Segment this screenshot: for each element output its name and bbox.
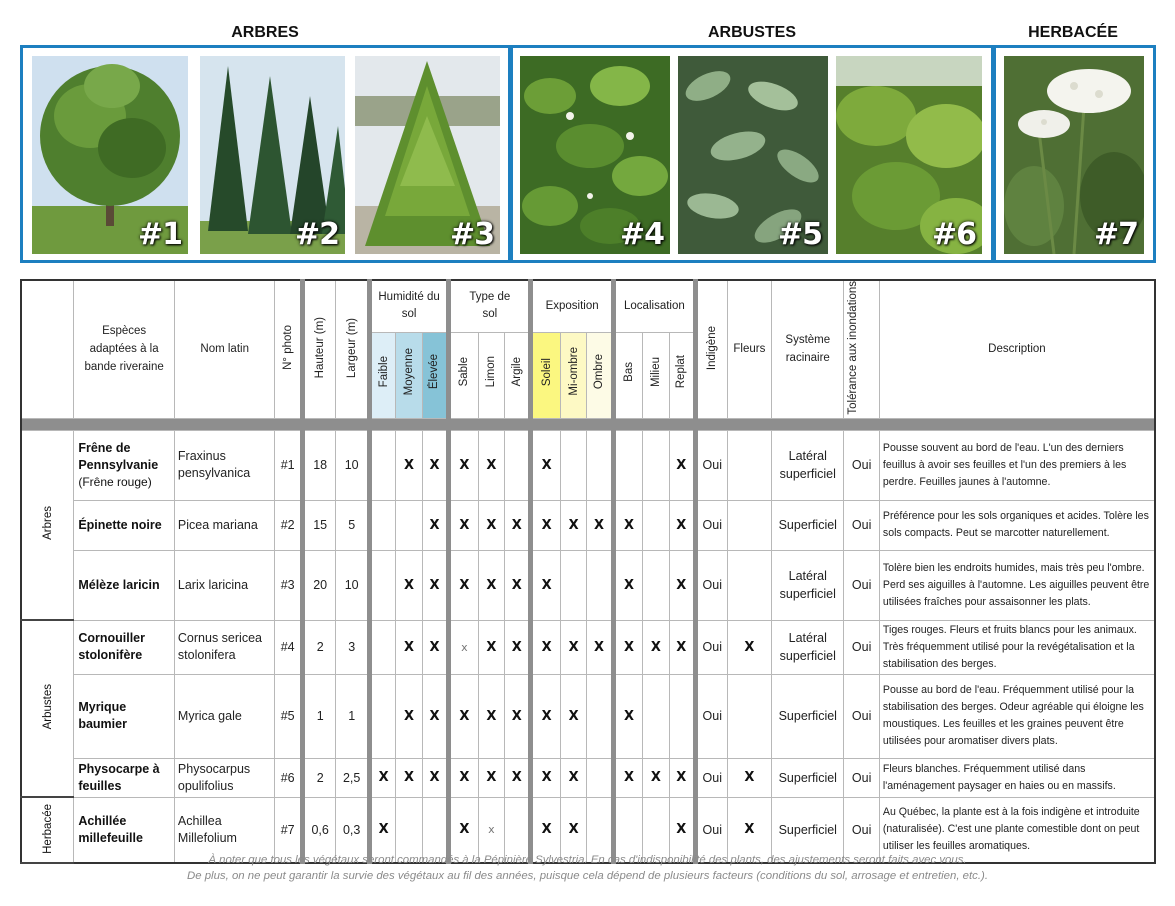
cell-mi-ombre: [560, 550, 586, 620]
table-row: [21, 674, 1155, 758]
species-table: [20, 279, 1156, 864]
fleurs-value: X: [727, 758, 772, 797]
species-common-name: Physocarpe à feuilles: [78, 761, 160, 793]
table-row: [21, 758, 1155, 797]
largeur-value: 10: [336, 430, 370, 500]
photo-number: #4: [619, 217, 664, 252]
photo-1-frene: [32, 56, 188, 254]
header-category: [21, 280, 74, 418]
cell-sable: X: [449, 550, 478, 620]
species-common-name: Frêne de Pennsylvanie: [78, 440, 159, 472]
group-label: Arbres: [21, 430, 74, 620]
hauteur-value: 2: [302, 758, 336, 797]
cell-bas: [613, 430, 642, 500]
cell-mi-ombre: X: [560, 797, 586, 863]
cell-replat: X: [669, 430, 695, 500]
hauteur-value: 0,6: [302, 797, 336, 863]
species-name: [74, 430, 175, 500]
header-systeme: Système racinaire: [772, 280, 844, 418]
cell-milieu: X: [643, 758, 669, 797]
hauteur-value: 15: [302, 500, 336, 550]
cell-sable: X: [449, 500, 478, 550]
species-common-name: Épinette noire: [78, 517, 162, 532]
cell-limon: X: [478, 758, 504, 797]
cell-replat: X: [669, 550, 695, 620]
cell-argile: X: [505, 758, 531, 797]
fleurs-value: [727, 430, 772, 500]
systeme-value: Latéral superficiel: [772, 620, 844, 674]
cell-elevee: X: [422, 430, 448, 500]
systeme-value: Latéral superficiel: [772, 430, 844, 500]
cell-faible: [369, 430, 395, 500]
photo-ref: #4: [275, 620, 302, 674]
cell-sable: x: [449, 620, 478, 674]
cell-bas: X: [613, 674, 642, 758]
description-text: Pousse souvent au bord de l'eau. L'un des derniers feuillus à avoir ses feuilles et l'un des premiers à les perdre. Feuilles jaunes à l'automne.: [879, 430, 1155, 500]
cell-soleil: X: [531, 550, 560, 620]
cell-elevee: X: [422, 550, 448, 620]
cell-faible: X: [369, 758, 395, 797]
cell-sable: X: [449, 797, 478, 863]
header-humidite: Humidité du sol: [369, 280, 448, 332]
cell-argile: [505, 430, 531, 500]
species-name: [74, 500, 175, 550]
cell-moyenne: X: [396, 550, 422, 620]
cell-bas: X: [613, 758, 642, 797]
photo-2-epinette: [200, 56, 345, 254]
cell-mi-ombre: X: [560, 500, 586, 550]
fleurs-value: [727, 674, 772, 758]
group-label: Arbustes: [21, 620, 74, 797]
photo-3-meleze: [355, 56, 500, 254]
cell-argile: X: [505, 500, 531, 550]
species-common-name: Myrique baumier: [78, 700, 127, 732]
hauteur-value: 1: [302, 674, 336, 758]
indigene-value: Oui: [696, 620, 727, 674]
description-text: Tiges rouges. Fleurs et fruits blancs pour les animaux. Très fréquemment utilisé pour la revégétalisation et la stabilisation des berges.: [879, 620, 1155, 674]
cell-milieu: [643, 674, 669, 758]
latin-name: Larix laricina: [174, 550, 275, 620]
indigene-value: Oui: [696, 758, 727, 797]
largeur-value: 5: [336, 500, 370, 550]
tolerance-value: Oui: [844, 500, 880, 550]
species-name: [74, 674, 175, 758]
header-hauteur: Hauteur (m): [302, 280, 336, 418]
latin-name: Fraxinus pensylvanica: [174, 430, 275, 500]
tolerance-value: Oui: [844, 550, 880, 620]
fleurs-value: X: [727, 797, 772, 863]
systeme-value: Superficiel: [772, 500, 844, 550]
cell-ombre: [587, 430, 613, 500]
description-text: Fleurs blanches. Fréquemment utilisé dans l'aménagement paysager en haies ou en massifs.: [879, 758, 1155, 797]
header-mi-ombre: Mi-ombre: [560, 332, 586, 418]
photo-ref: #1: [275, 430, 302, 500]
header-tolerance: Tolérance aux inondations: [844, 280, 880, 418]
cell-argile: X: [505, 674, 531, 758]
cell-milieu: [643, 550, 669, 620]
largeur-value: 1: [336, 674, 370, 758]
cell-bas: X: [613, 500, 642, 550]
photo-6-physocarpe: [836, 56, 982, 254]
photo-7-achillee: [1004, 56, 1144, 254]
cell-limon: X: [478, 550, 504, 620]
cell-milieu: X: [643, 620, 669, 674]
header-argile: Argile: [505, 332, 531, 418]
category-title-arbustes: ARBUSTES: [707, 24, 796, 41]
cell-sable: X: [449, 674, 478, 758]
cell-replat: X: [669, 758, 695, 797]
cell-elevee: X: [422, 758, 448, 797]
table-row: [21, 620, 1155, 674]
cell-replat: X: [669, 620, 695, 674]
header-ombre: Ombre: [587, 332, 613, 418]
cell-moyenne: X: [396, 674, 422, 758]
cell-sable: X: [449, 758, 478, 797]
cell-limon: X: [478, 674, 504, 758]
cell-moyenne: X: [396, 430, 422, 500]
photo-number: #7: [1093, 217, 1138, 252]
cell-soleil: X: [531, 430, 560, 500]
cell-sable: X: [449, 430, 478, 500]
cell-faible: [369, 620, 395, 674]
tolerance-value: Oui: [844, 674, 880, 758]
header-milieu: Milieu: [643, 332, 669, 418]
cell-soleil: X: [531, 758, 560, 797]
cell-soleil: X: [531, 500, 560, 550]
group-label: Herbacée: [21, 797, 74, 863]
table-row: [21, 550, 1155, 620]
systeme-value: Superficiel: [772, 758, 844, 797]
header-nom-latin: Nom latin: [174, 280, 275, 418]
header-description: Description: [879, 280, 1155, 418]
photo-number: #5: [777, 217, 822, 252]
header-especes: Espèces adaptées à la bande riveraine: [74, 280, 175, 418]
species-name: [74, 758, 175, 797]
largeur-value: 10: [336, 550, 370, 620]
cell-ombre: [587, 674, 613, 758]
cell-mi-ombre: X: [560, 674, 586, 758]
photo-4-cornouiller: [520, 56, 670, 254]
header-moyenne: Moyenne: [396, 332, 422, 418]
photo-ref: #6: [275, 758, 302, 797]
header-largeur: Largeur (m): [336, 280, 370, 418]
header-photo: N° photo: [275, 280, 302, 418]
header-fleurs: Fleurs: [727, 280, 772, 418]
cell-ombre: [587, 758, 613, 797]
latin-name: Cornus sericea stolonifera: [174, 620, 275, 674]
species-common-name: Cornouiller stolonifère: [78, 631, 145, 663]
cell-ombre: X: [587, 620, 613, 674]
description-text: Tolère bien les endroits humides, mais très peu l'ombre. Perd ses aiguilles à l'automne. Les aiguilles peuvent être utilisées fraîches pour assaisonner les plats.: [879, 550, 1155, 620]
cell-elevee: X: [422, 500, 448, 550]
tolerance-value: Oui: [844, 430, 880, 500]
hauteur-value: 20: [302, 550, 336, 620]
species-common-name: Mélèze laricin: [78, 577, 160, 592]
table-row: [21, 500, 1155, 550]
cell-limon: X: [478, 430, 504, 500]
photo-ref: #3: [275, 550, 302, 620]
cell-elevee: X: [422, 620, 448, 674]
tolerance-value: Oui: [844, 758, 880, 797]
latin-name: Picea mariana: [174, 500, 275, 550]
cell-faible: [369, 550, 395, 620]
cell-limon: X: [478, 620, 504, 674]
header-limon: Limon: [478, 332, 504, 418]
category-title-arbres: ARBRES: [231, 24, 299, 41]
indigene-value: Oui: [696, 500, 727, 550]
header-elevee: Élevée: [422, 332, 448, 418]
cell-bas: X: [613, 550, 642, 620]
species-alt-name: (Frêne rouge): [78, 474, 152, 489]
header-faible: Faible: [369, 332, 395, 418]
header-indigene: Indigène: [696, 280, 727, 418]
cell-milieu: [643, 430, 669, 500]
photo-ref: #5: [275, 674, 302, 758]
tolerance-value: Oui: [844, 620, 880, 674]
description-text: Au Québec, la plante est à la fois indigène et introduite (naturalisée). C'est une plante comestible dont on peut utiliser les feuilles aromatiques.: [879, 797, 1155, 863]
cell-limon: X: [478, 500, 504, 550]
cell-replat: [669, 674, 695, 758]
header-localisation: Localisation: [613, 280, 695, 332]
latin-name: Myrica gale: [174, 674, 275, 758]
cell-mi-ombre: [560, 430, 586, 500]
photo-number: #1: [137, 217, 182, 252]
photo-number: #6: [931, 217, 976, 252]
photo-number: #3: [449, 217, 494, 252]
latin-name: Physocarpus opulifolius: [174, 758, 275, 797]
species-name: [74, 550, 175, 620]
systeme-value: Superficiel: [772, 674, 844, 758]
largeur-value: 0,3: [336, 797, 370, 863]
latin-name: Achillea Millefolium: [174, 797, 275, 863]
cell-milieu: [643, 500, 669, 550]
cell-bas: X: [613, 620, 642, 674]
description-text: Préférence pour les sols organiques et acides. Tolère les sols compacts. Peut se marcotter naturellement.: [879, 500, 1155, 550]
hauteur-value: 2: [302, 620, 336, 674]
cell-ombre: [587, 550, 613, 620]
cell-ombre: X: [587, 500, 613, 550]
cell-soleil: X: [531, 674, 560, 758]
cell-moyenne: [396, 500, 422, 550]
largeur-value: 3: [336, 620, 370, 674]
footnote-line-1: À noter que tous les végétaux seront commandés à la Pépinière Sylvestria. En cas d'indisponibilité des plants, des ajustements seront faits avec vous.: [208, 854, 967, 866]
cell-faible: [369, 500, 395, 550]
cell-mi-ombre: X: [560, 620, 586, 674]
photo-ref: #7: [275, 797, 302, 863]
header-replat: Replat: [669, 332, 695, 418]
hauteur-value: 18: [302, 430, 336, 500]
indigene-value: Oui: [696, 797, 727, 863]
header-exposition: Exposition: [531, 280, 613, 332]
cell-moyenne: X: [396, 620, 422, 674]
header-sable: Sable: [449, 332, 478, 418]
species-name: [74, 620, 175, 674]
footnote: [0, 852, 1175, 884]
photo-5-myrique: [678, 56, 828, 254]
fleurs-value: X: [727, 620, 772, 674]
cell-soleil: X: [531, 797, 560, 863]
largeur-value: 2,5: [336, 758, 370, 797]
cell-argile: X: [505, 550, 531, 620]
photo-number: #2: [294, 217, 339, 252]
cell-faible: [369, 674, 395, 758]
footnote-line-2: De plus, on ne peut garantir la survie des végétaux au fil des années, puisque cela dépend de plusieurs facteurs (conditions du sol, arrosage et entretien, etc.).: [187, 870, 988, 882]
cell-replat: X: [669, 500, 695, 550]
header-soleil: Soleil: [531, 332, 560, 418]
table-row: [21, 430, 1155, 500]
header-bas: Bas: [613, 332, 642, 418]
systeme-value: Superficiel: [772, 797, 844, 863]
indigene-value: Oui: [696, 674, 727, 758]
header-type-sol: Type de sol: [449, 280, 531, 332]
fleurs-value: [727, 550, 772, 620]
photo-ref: #2: [275, 500, 302, 550]
cell-soleil: X: [531, 620, 560, 674]
cell-mi-ombre: X: [560, 758, 586, 797]
systeme-value: Latéral superficiel: [772, 550, 844, 620]
tolerance-value: Oui: [844, 797, 880, 863]
fleurs-value: [727, 500, 772, 550]
cell-faible: X: [369, 797, 395, 863]
indigene-value: Oui: [696, 550, 727, 620]
cell-replat: X: [669, 797, 695, 863]
indigene-value: Oui: [696, 430, 727, 500]
species-common-name: Achillée millefeuille: [78, 813, 143, 845]
cell-moyenne: X: [396, 758, 422, 797]
cell-elevee: X: [422, 674, 448, 758]
cell-limon: x: [478, 797, 504, 863]
category-title-herbacee: HERBACÉE: [1028, 24, 1118, 41]
description-text: Pousse au bord de l'eau. Fréquemment utilisé pour la stabilisation des berges. Odeur agréable qui éloigne les moustiques. Les feuilles et les graines peuvent être utilisées pour aromatiser divers plats.: [879, 674, 1155, 758]
cell-argile: X: [505, 620, 531, 674]
